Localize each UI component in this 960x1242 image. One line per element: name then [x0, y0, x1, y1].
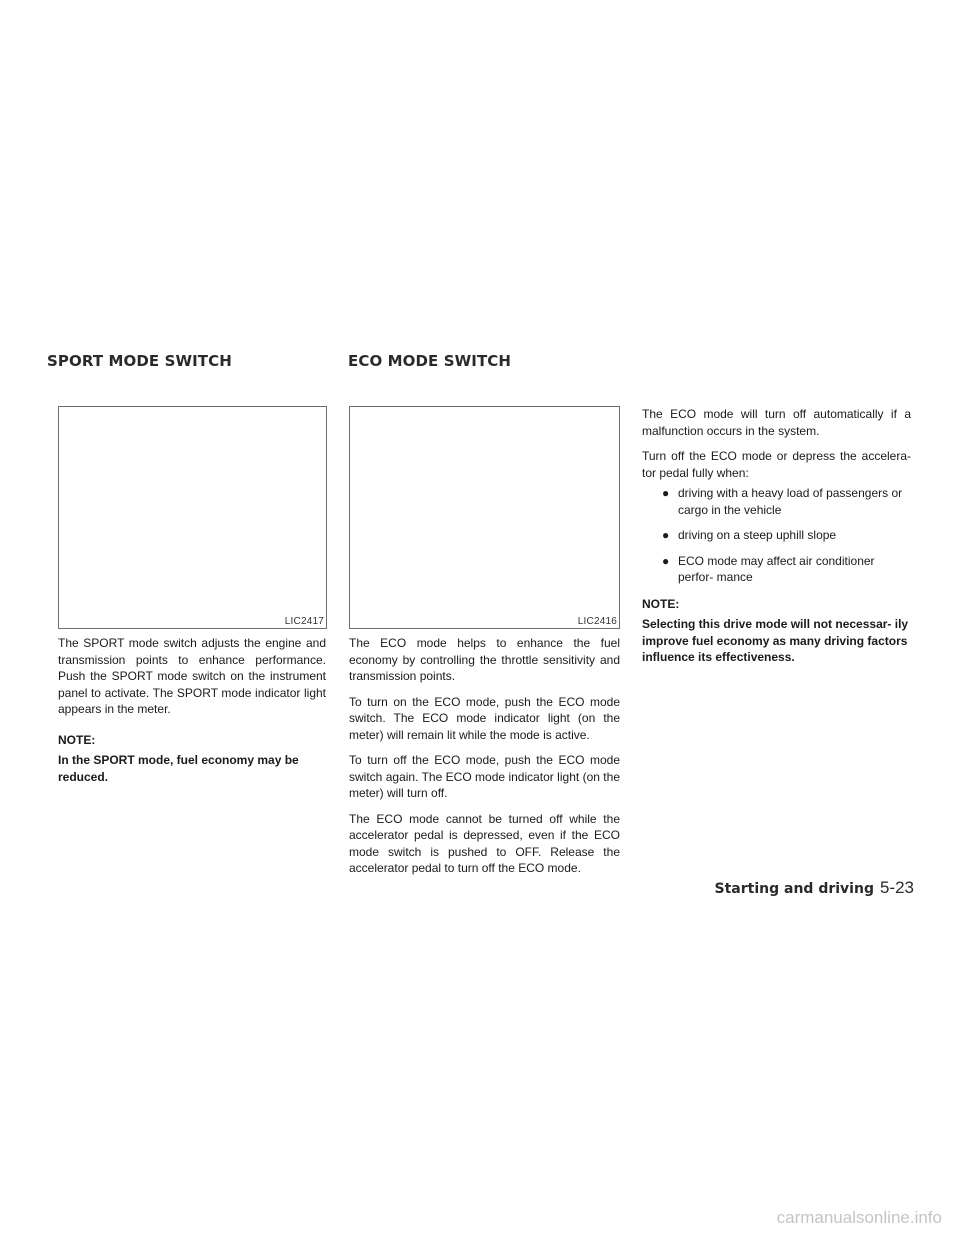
- bullet-icon: ●: [662, 486, 670, 500]
- eco-mode-heading: ECO MODE SWITCH: [348, 352, 512, 370]
- page-footer: [715, 878, 914, 898]
- eco-bullet-list: [642, 485, 911, 586]
- sport-mode-figure: [58, 406, 327, 629]
- page-number: 5-23: [879, 878, 914, 897]
- eco-paragraph: To turn on the ECO mode, push the ECO mode switch. The ECO mode indicator light (on the meter) will remain lit while the mode is active.: [349, 694, 620, 742]
- eco-intro-auto-off: The ECO mode will turn off automatically if a malfunction occurs in the system.: [642, 407, 911, 438]
- sport-column: [58, 635, 326, 794]
- eco-column: [349, 635, 620, 886]
- sport-figure-label: LIC2417: [284, 616, 324, 627]
- footer-section-title: Starting and driving: [714, 881, 874, 897]
- sport-mode-heading: SPORT MODE SWITCH: [47, 352, 232, 370]
- eco-column-continued: [642, 406, 911, 675]
- sport-body: The SPORT mode switch adjusts the engine and transmission points to enhance performance. Push the SPORT mode switch on the instrument panel to activate. The SPORT mode indicator light appears in the meter.: [58, 636, 326, 716]
- eco-paragraph: To turn off the ECO mode, push the ECO mode switch again. The ECO mode indicator light (on the meter) will turn off.: [349, 753, 620, 800]
- bullet-icon: ●: [662, 528, 670, 542]
- sport-note-text: In the SPORT mode, fuel economy may be reduced.: [58, 753, 299, 784]
- eco-note-title: NOTE:: [642, 596, 680, 611]
- list-item: ● driving with a heavy load of passengers or cargo in the vehicle: [662, 486, 903, 517]
- eco-paragraph: The ECO mode cannot be turned off while the accelerator pedal is depressed, even if the ECO mode switch is pushed to OFF. Release the accelerator pedal to turn off the ECO mode.: [349, 811, 620, 875]
- eco-mode-figure: [349, 406, 620, 629]
- eco-intro-turn-off: Turn off the ECO mode or depress the accelera- tor pedal fully when:: [642, 449, 911, 480]
- list-item: ● ECO mode may affect air conditioner perfor- mance: [662, 553, 875, 584]
- bullet-icon: ●: [662, 553, 670, 568]
- eco-note-text: Selecting this drive mode will not necessar- ily improve fuel economy as many driving factors influence its effectiveness.: [642, 617, 909, 664]
- list-item: ● driving on a steep uphill slope: [662, 528, 837, 542]
- eco-figure-label: LIC2416: [577, 616, 617, 627]
- sport-note-title: NOTE:: [58, 732, 96, 747]
- watermark: carmanualsonline.info: [776, 1208, 942, 1227]
- eco-paragraph: The ECO mode helps to enhance the fuel economy by controlling the throttle sensitivity and transmission points.: [349, 636, 620, 683]
